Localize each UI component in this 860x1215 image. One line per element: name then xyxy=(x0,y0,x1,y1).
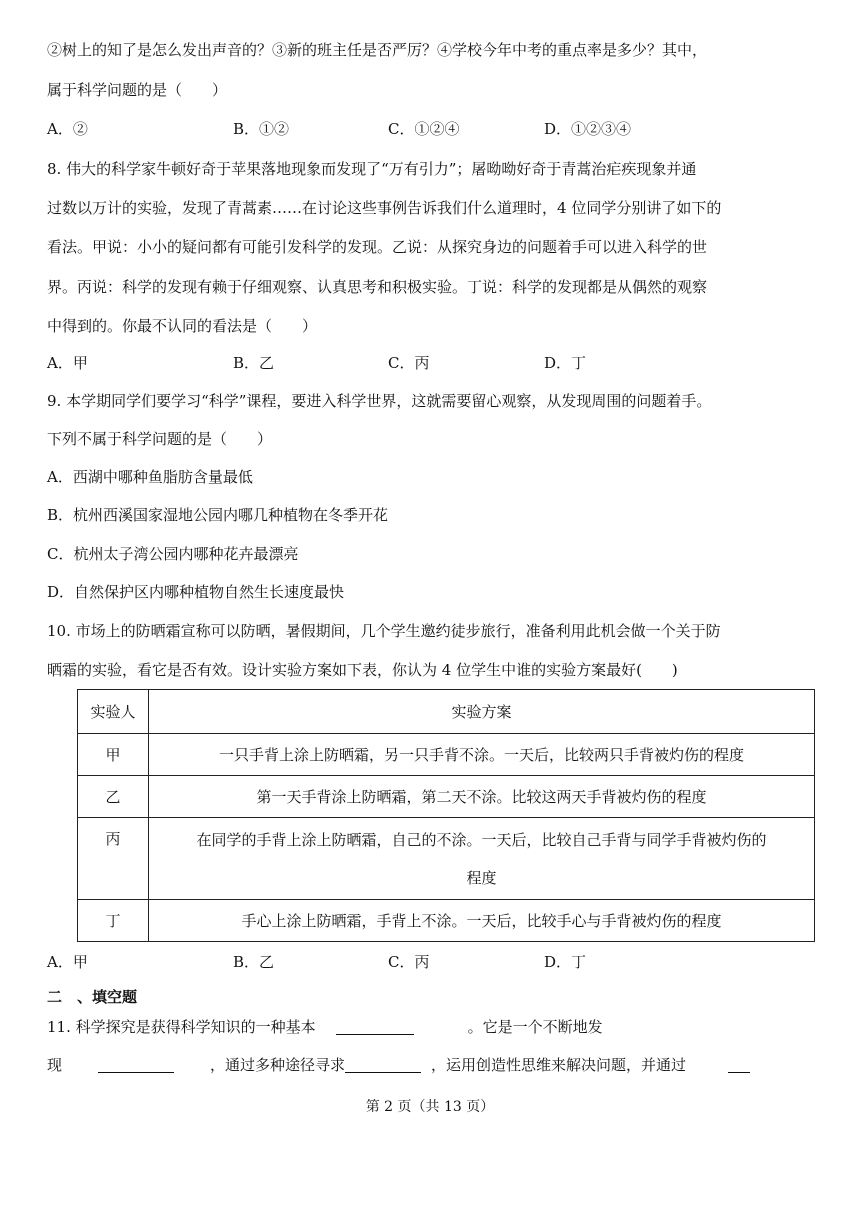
q7-options xyxy=(47,119,817,139)
q8-line-3: 看法。甲说：小小的疑问都有可能引发科学的发现。乙说：从探究身边的问题着手可以进入科学的世 xyxy=(47,238,708,256)
table-row xyxy=(78,776,815,818)
q11-blank-2[interactable] xyxy=(98,1056,174,1073)
q7-option-d[interactable]: D．①②③④ xyxy=(544,120,632,138)
q9-option-a[interactable]: A．西湖中哪种鱼脂肪含量最低 xyxy=(47,468,253,486)
experiment-table xyxy=(77,689,815,942)
q10-option-a[interactable]: A．甲 xyxy=(47,953,88,971)
table-cell-plan: 第一天手背涂上防晒霜，第二天不涂。比较这两天手背被灼伤的程度 xyxy=(149,776,815,818)
q9-option-b[interactable]: B．杭州西溪国家湿地公园内哪几种植物在冬季开花 xyxy=(47,506,389,524)
table-row xyxy=(78,818,815,900)
table-header-plan: 实验方案 xyxy=(149,690,815,734)
table-cell-plan xyxy=(149,818,815,900)
q8-option-a[interactable]: A．甲 xyxy=(47,354,88,372)
table-cell-person: 丙 xyxy=(78,818,149,900)
table-header-person: 实验人 xyxy=(78,690,149,734)
q11-line-1 xyxy=(47,1017,603,1037)
q10-option-d[interactable]: D．丁 xyxy=(544,953,587,971)
section-title: 二 、填空题 xyxy=(47,988,138,1006)
q10-options xyxy=(47,952,817,972)
table-cell-plan-line-1: 在同学的手背上涂上防晒霜，自己的不涂。一天后，比较自己手背与同学手背被灼伤的 xyxy=(196,830,767,849)
q8-options xyxy=(47,353,817,373)
q8-option-c[interactable]: C．丙 xyxy=(388,354,430,372)
table-cell-plan: 一只手背上涂上防晒霜，另一只手背不涂。一天后，比较两只手背被灼伤的程度 xyxy=(149,734,815,776)
page-footer: 第 2 页（共 13 页） xyxy=(365,1099,495,1115)
q10-option-c[interactable]: C．丙 xyxy=(388,953,430,971)
q11-blank-3[interactable] xyxy=(345,1056,421,1073)
q11-text-4: ，通过多种途径寻求 xyxy=(210,1056,346,1074)
table-row xyxy=(78,900,815,942)
q9-line-1: 9. 本学期同学们要学习“科学”课程，要进入科学世界，这就需要留心观察，从发现周围的问题着手。 xyxy=(47,392,712,410)
q7-line-1: ②树上的知了是怎么发出声音的？③新的班主任是否严厉？④学校今年中考的重点率是多少？其中， xyxy=(47,41,708,59)
q8-line-1: 8. 伟大的科学家牛顿好奇于苹果落地现象而发现了“万有引力”；屠呦呦好奇于青蒿治疟疾现象并通 xyxy=(47,160,697,178)
table-cell-person: 甲 xyxy=(78,734,149,776)
q11-blank-1[interactable] xyxy=(336,1018,414,1035)
table-header-row xyxy=(78,690,815,734)
q9-option-d[interactable]: D．自然保护区内哪种植物自然生长速度最快 xyxy=(47,583,345,601)
table-cell-person: 乙 xyxy=(78,776,149,818)
q11-text-1: 11. 科学探究是获得科学知识的一种基本 xyxy=(47,1018,316,1036)
q11-blank-4[interactable] xyxy=(728,1056,750,1073)
q7-option-c[interactable]: C．①②④ xyxy=(388,120,460,138)
q10-option-b[interactable]: B．乙 xyxy=(233,953,275,971)
q9-option-c[interactable]: C．杭州太子湾公园内哪种花卉最漂亮 xyxy=(47,545,299,563)
q9-line-2: 下列不属于科学问题的是（ ） xyxy=(47,430,273,448)
table-row xyxy=(78,734,815,776)
q7-option-b[interactable]: B．①② xyxy=(233,120,290,138)
table-cell-plan: 手心上涂上防晒霜，手背上不涂。一天后，比较手心与手背被灼伤的程度 xyxy=(149,900,815,942)
q11-text-5: ，运用创造性思维来解决问题，并通过 xyxy=(431,1056,687,1074)
q11-text-2: 。它是一个不断地发 xyxy=(467,1018,603,1036)
q11-text-3: 现 xyxy=(47,1056,63,1074)
q8-option-d[interactable]: D．丁 xyxy=(544,354,587,372)
q10-line-1: 10. 市场上的防晒霜宣称可以防晒，暑假期间，几个学生邀约徒步旅行，准备利用此机会做一个关于防 xyxy=(47,622,721,640)
q10-line-2: 晒霜的实验，看它是否有效。设计实验方案如下表，你认为 4 位学生中谁的实验方案最好( ) xyxy=(47,661,678,679)
q8-option-b[interactable]: B．乙 xyxy=(233,354,275,372)
q11-line-2 xyxy=(47,1055,817,1075)
q8-line-4: 界。丙说：科学的发现有赖于仔细观察、认真思考和积极实验。丁说：科学的发现都是从偶然的观察 xyxy=(47,278,708,296)
q8-line-5: 中得到的。你最不认同的看法是（ ） xyxy=(47,317,318,335)
table-cell-person: 丁 xyxy=(78,900,149,942)
table-cell-plan-line-2: 程度 xyxy=(466,868,497,887)
q7-line-2: 属于科学问题的是（ ） xyxy=(47,81,228,99)
q7-option-a[interactable]: A．② xyxy=(47,120,88,138)
q8-line-2: 过数以万计的实验，发现了青蒿素……在讨论这些事例告诉我们什么道理时，4 位同学分别讲了如下的 xyxy=(47,199,722,217)
